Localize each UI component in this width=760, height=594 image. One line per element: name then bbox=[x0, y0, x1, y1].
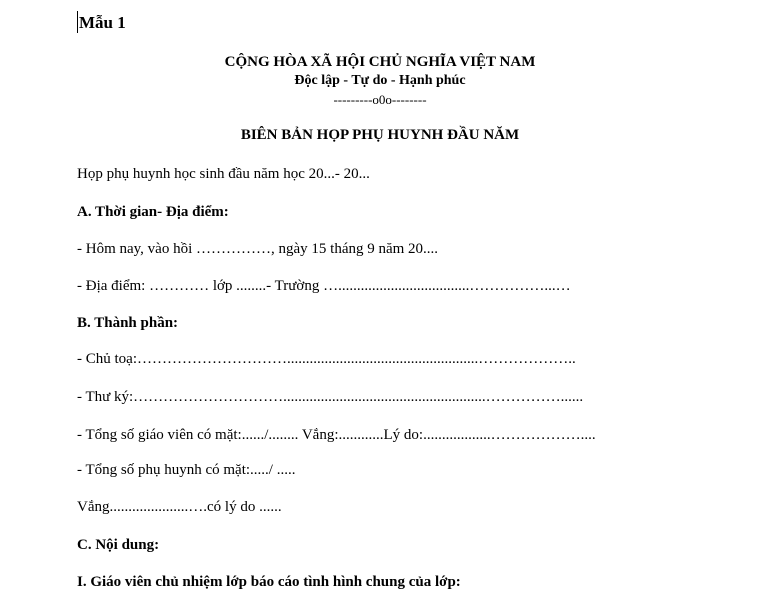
parents-attendance-line: - Tổng số phụ huynh có mặt:...../ ..... bbox=[77, 462, 296, 478]
section-b-heading: B. Thành phần: bbox=[77, 315, 179, 331]
chair-line: - Chủ toạ:…………………………...................................................……………….. bbox=[77, 351, 576, 367]
meeting-place-line: - Địa điểm: ………… lớp ........- Trường …...................................……………...… bbox=[77, 278, 571, 294]
absent-line: Vắng.....................….có lý do ...... bbox=[77, 499, 282, 515]
content-item-1: I. Giáo viên chủ nhiệm lớp báo cáo tình hình chung của lớp: bbox=[77, 574, 461, 590]
text-cursor bbox=[77, 11, 78, 33]
header-separator: ---------o0o-------- bbox=[333, 92, 427, 107]
teachers-attendance-line: - Tổng số giáo viên có mặt:....../........ Vắng:............Lý do:..................……………….... bbox=[77, 427, 596, 443]
national-motto: Độc lập - Tự do - Hạnh phúc bbox=[294, 73, 466, 88]
intro-line: Họp phụ huynh học sinh đầu năm học 20...- 20... bbox=[77, 166, 370, 182]
document-title: BIÊN BẢN HỌP PHỤ HUYNH ĐẦU NĂM bbox=[240, 127, 520, 143]
section-c-heading: C. Nội dung: bbox=[77, 537, 160, 553]
secretary-line: - Thư ký:…………………………......................................................……………...... bbox=[77, 389, 584, 405]
meeting-time-line: - Hôm nay, vào hồi ……………, ngày 15 tháng 9 năm 20.... bbox=[77, 241, 439, 257]
country-name: CỘNG HÒA XÃ HỘI CHỦ NGHĨA VIỆT NAM bbox=[224, 54, 536, 70]
section-a-heading: A. Thời gian- Địa điểm: bbox=[77, 204, 229, 220]
form-label: Mẫu 1 bbox=[79, 13, 126, 32]
